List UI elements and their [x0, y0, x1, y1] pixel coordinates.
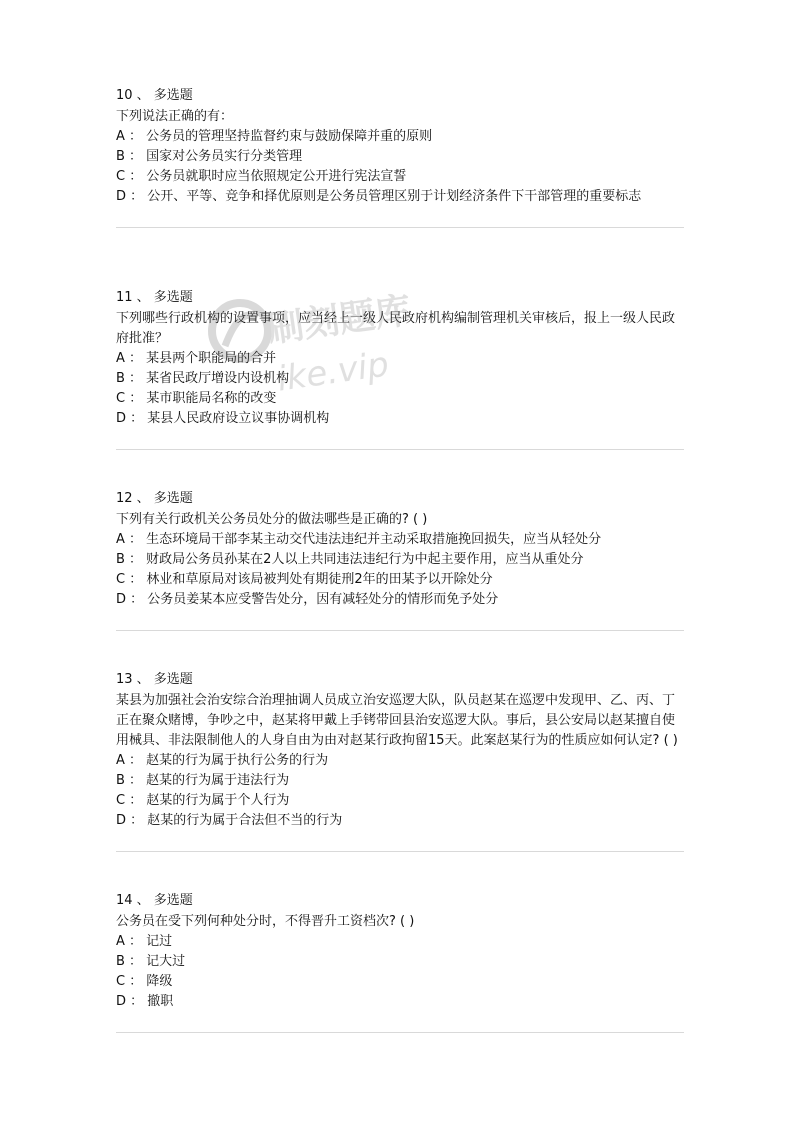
option-b[interactable]: B ： 赵某的行为属于违法行为	[116, 773, 290, 788]
question-stem: 公务员在受下列何种处分时，不得晋升工资档次? ( )	[116, 914, 415, 929]
question-divider	[116, 449, 684, 450]
option-d[interactable]: D ： 某县人民政府设立议事协调机构	[116, 411, 330, 426]
watermark-url: ike.vip	[274, 344, 392, 400]
question-14	[116, 891, 684, 1033]
question-stem: 下列说法正确的有：	[116, 109, 234, 124]
option-d[interactable]: D ： 公务员姜某本应受警告处分，因有减轻处分的情形而免予处分	[116, 592, 499, 607]
watermark-text: 刷刻题库	[265, 290, 414, 351]
question-header: 13 、 多选题	[116, 672, 193, 687]
question-header: 12 、 多选题	[116, 491, 193, 506]
question-12	[116, 489, 684, 631]
question-10	[116, 86, 684, 249]
question-11	[116, 288, 684, 450]
option-d[interactable]: D ： 撤职	[116, 994, 174, 1009]
option-b[interactable]: B ： 财政局公务员孙某在2人以上共同违法违纪行为中起主要作用，应当从重处分	[116, 552, 584, 567]
question-header: 10 、 多选题	[116, 88, 193, 103]
question-stem: 某县为加强社会治安综合治理抽调人员成立治安巡逻大队，队员赵某在巡逻中发现甲、乙、丙、丁正在聚众赌博，争吵之中，赵某将甲戴上手铐带回县治安巡逻大队。事后，县公安局以赵某擅自使用械具、非法限制他人的人身自由为由对赵某行政拘留15天。此案赵某行为的性质应如何认定? ( )	[116, 693, 678, 748]
option-a[interactable]: A ： 赵某的行为属于执行公务的行为	[116, 753, 329, 768]
option-b[interactable]: B ： 记大过	[116, 954, 186, 969]
question-header: 11 、 多选题	[116, 290, 193, 305]
option-a[interactable]: A ： 公务员的管理坚持监督约束与鼓励保障并重的原则	[116, 129, 433, 144]
option-b[interactable]: B ： 某省民政厅增设内设机构	[116, 371, 290, 386]
option-c[interactable]: C ： 公务员就职时应当依照规定公开进行宪法宣誓	[116, 169, 407, 184]
option-b[interactable]: B ： 国家对公务员实行分类管理	[116, 149, 303, 164]
question-13	[116, 670, 684, 852]
question-divider	[116, 851, 684, 852]
option-a[interactable]: A ： 生态环境局干部李某主动交代违法违纪并主动采取措施挽回损失，应当从轻处分	[116, 532, 602, 547]
option-c[interactable]: C ： 某市职能局名称的改变	[116, 391, 277, 406]
question-divider	[116, 227, 684, 228]
option-a[interactable]: A ： 某县两个职能局的合并	[116, 351, 277, 366]
option-c[interactable]: C ： 赵某的行为属于个人行为	[116, 793, 290, 808]
option-a[interactable]: A ： 记过	[116, 934, 173, 949]
option-c[interactable]: C ： 林业和草原局对该局被判处有期徒刑2年的田某予以开除处分	[116, 572, 493, 587]
question-list	[116, 86, 684, 1033]
option-d[interactable]: D ： 赵某的行为属于合法但不当的行为	[116, 813, 343, 828]
question-stem: 下列哪些行政机构的设置事项，应当经上一级人民政府机构编制管理机关审核后，报上一级人民政府批准？	[116, 311, 676, 346]
question-stem: 下列有关行政机关公务员处分的做法哪些是正确的? ( )	[116, 512, 428, 527]
option-c[interactable]: C ： 降级	[116, 974, 173, 989]
question-header: 14 、 多选题	[116, 893, 193, 908]
option-d[interactable]: D ： 公开、平等、竞争和择优原则是公务员管理区别于计划经济条件下干部管理的重要标志	[116, 189, 642, 204]
question-divider	[116, 630, 684, 631]
question-divider	[116, 1032, 684, 1033]
